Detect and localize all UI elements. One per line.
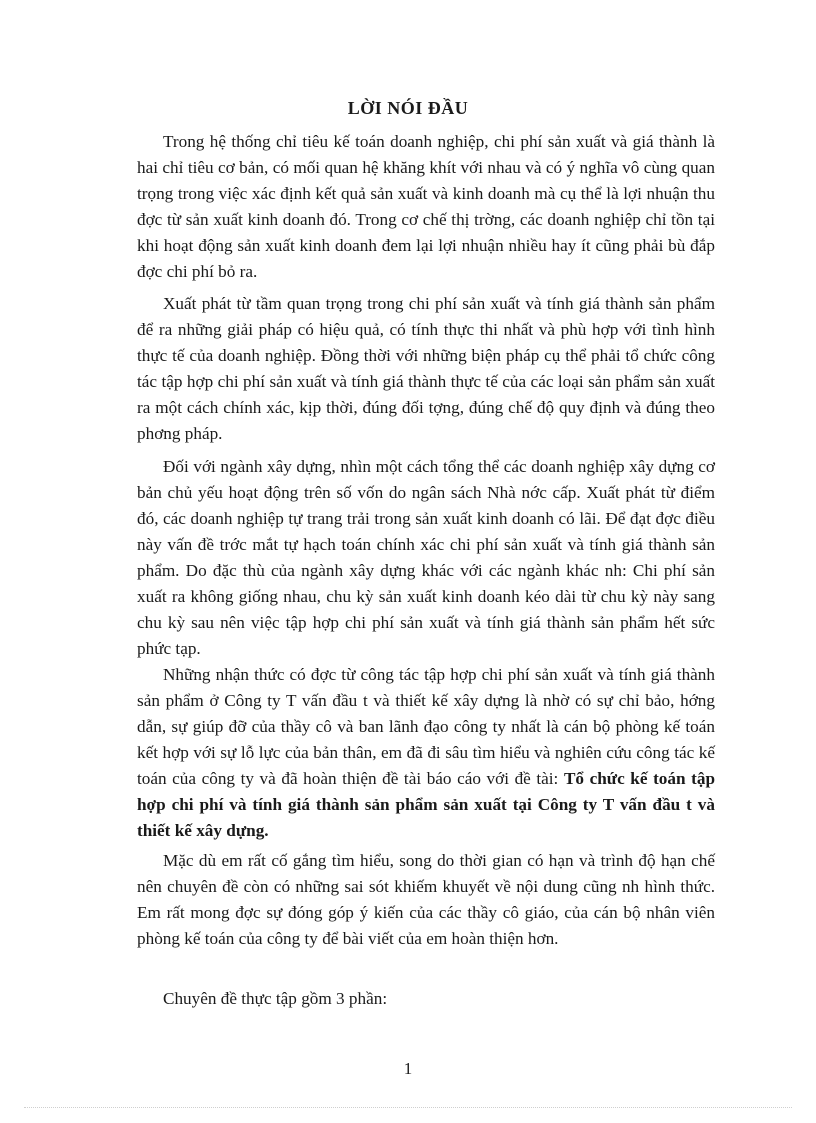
paragraph-5-block: [137, 848, 715, 952]
paragraph-1: Trong hệ thống chỉ tiêu kế toán doanh nghiệp, chi phí sản xuất và giá thành là hai chỉ tiêu cơ bản, có mối quan hệ khăng khít với nhau và có ý nghĩa vô cùng quan trọng trong việc xác định kết quả sản xuất và kinh doanh mà cụ thể là lợi nhuận thu đợc từ sản xuất kinh doanh đó. Trong cơ chế thị trờng, các doanh nghiệp chỉ tồn tại khi hoạt động sản xuất kinh doanh đem lại lợi nhuận nhiều hay ít cũng phải bù đắp đợc chi phí bỏ ra.: [137, 132, 715, 281]
paragraph-4-block: [137, 662, 715, 844]
page-bottom-divider: [24, 1107, 792, 1108]
paragraph-3: Đối với ngành xây dựng, nhìn một cách tổng thể các doanh nghiệp xây dựng cơ bản chủ yếu hoạt động trên số vốn do ngân sách Nhà nớc cấp. Xuất phát từ điểm đó, các doanh nghiệp tự trang trải trong sản xuất kinh doanh có lãi. Để đạt đợc điều này vấn đề trớc mắt tự hạch toán chính xác chi phí sản xuất và tính giá thành sản phẩm. Do đặc thù của ngành xây dựng khác với các ngành khác nh: Chi phí sản xuất ra không giống nhau, chu kỳ sản xuất kinh doanh kéo dài từ chu kỳ này sang chu kỳ sau nên việc tập hợp chi phí sản xuất và tính giá thành sản phẩm hết sức phức tạp.: [137, 457, 715, 658]
paragraph-1-block: [137, 129, 715, 285]
paragraph-6-block: [137, 986, 715, 1012]
paragraph-4-text: Những nhận thức có đợc từ công tác tập hợp chi phí sản xuất và tính giá thành sản phẩm ở Công ty T vấn đầu t và thiết kế xây dựng là nhờ có sự chỉ bảo, hớng dẫn, sự giúp đỡ của thầy cô và ban lãnh đạo công ty nhất là cán bộ phòng kế toán kết hợp với sự lỗ lực của bản thân, em đã đi sâu tìm hiểu và nghiên cứu công tác kế toán của công ty và đã hoàn thiện đề tài báo cáo với đề tài:: [137, 665, 715, 788]
paragraph-5: Mặc dù em rất cố gắng tìm hiểu, song do thời gian có hạn và trình độ hạn chế nên chuyên đề còn có những sai sót khiếm khuyết về nội dung cũng nh hình thức. Em rất mong đợc sự đóng góp ý kiến của các thầy cô giáo, của cán bộ nhân viên phòng kế toán của công ty để bài viết của em hoàn thiện hơn.: [137, 851, 715, 948]
paragraph-2-block: [137, 291, 715, 447]
page-title: LỜI NÓI ĐẦU: [347, 98, 469, 118]
page-number: 1: [403, 1059, 413, 1078]
paragraph-6: Chuyên đề thực tập gồm 3 phần:: [163, 989, 388, 1008]
thesis-title: Tổ chức kế toán tập hợp chi phí và tính giá thành sản phẩm sản xuất tại Công ty T vấn đầu t và thiết kế xây dựng.: [137, 769, 715, 840]
paragraph-3-block: [137, 454, 715, 662]
paragraph-4: [137, 662, 715, 844]
paragraph-2: Xuất phát từ tầm quan trọng trong chi phí sản xuất và tính giá thành sản phẩm để ra những giải pháp có hiệu quả, có tính thực thi nhất và phù hợp với tình hình thực tế của doanh nghiệp. Đồng thời với những biện pháp cụ thể phải tổ chức công tác tập hợp chi phí sản xuất và tính giá thành thực tế của các loại sản phẩm sản xuất ra một cách chính xác, kịp thời, đúng đối tợng, đúng chế độ quy định và đúng theo phơng pháp.: [137, 294, 715, 443]
